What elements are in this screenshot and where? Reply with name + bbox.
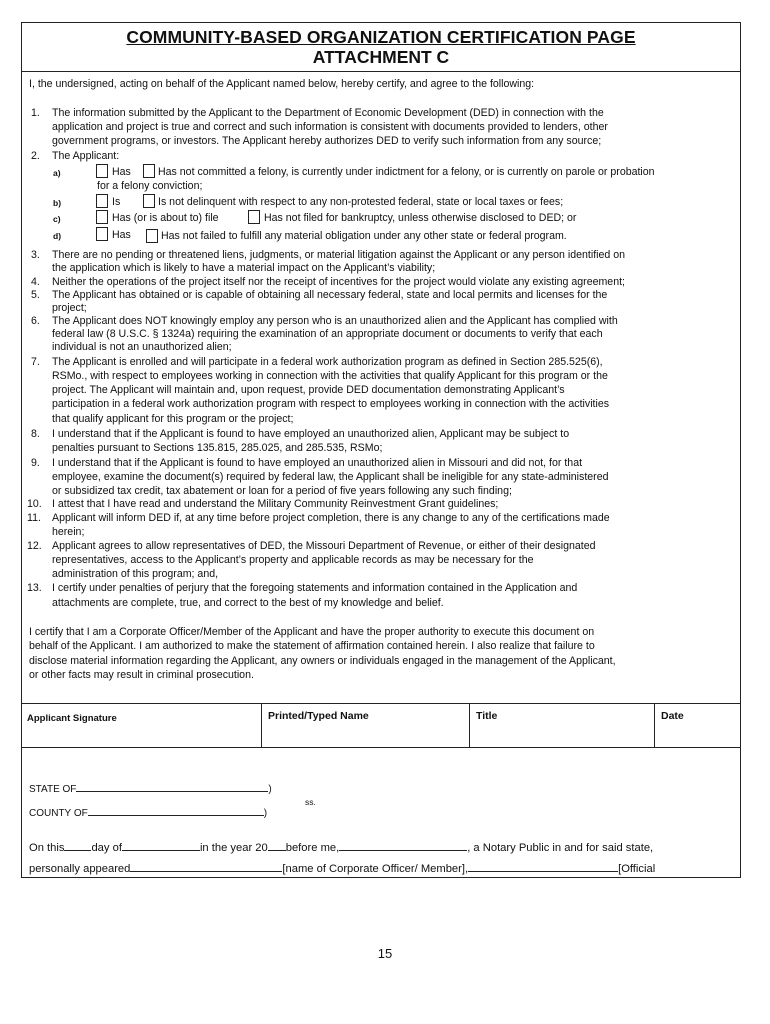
page-number: 15 [377, 946, 393, 961]
sub-item-letter: d) [53, 231, 62, 241]
option-label: Has not failed to fulfill any material obligation under any other state or federal program. [161, 230, 567, 242]
state-label: STATE OF [29, 784, 77, 795]
has-file-checkbox[interactable] [96, 210, 108, 224]
notary-text: before me, [285, 842, 340, 854]
option-label: Is [112, 196, 121, 208]
month-field[interactable] [122, 839, 200, 851]
item-text: I understand that if the Applicant is found to have employed an unauthorized alien in Missouri and did not, for that [52, 457, 583, 469]
item-text: The Applicant is enrolled and will participate in a federal work authorization program as defined in Section 285.525(6), [52, 356, 603, 368]
item-number: 7. [31, 356, 40, 368]
county-field[interactable] [88, 804, 264, 816]
item-text: application and project is true and correct and such information is consistent with documents provided to lenders, other [52, 121, 608, 133]
option-label: Has [112, 166, 131, 178]
is-checkbox[interactable] [96, 194, 108, 208]
item-text: participation in a federal work authorization program with respect to employees working in connection with the activities [52, 398, 610, 410]
item-text: attachments are complete, true, and correct to the best of my knowledge and belief. [52, 597, 444, 609]
item-number: 11. [27, 512, 41, 524]
sub-item-letter: b) [53, 198, 62, 208]
item-number: 2. [31, 150, 40, 162]
notary-name-field[interactable] [339, 839, 467, 851]
option-label: for a felony conviction; [97, 180, 203, 192]
item-text: or subsidized tax credit, tax abatement or loan for a period of five years following any such finding; [52, 485, 512, 497]
item-number: 3. [31, 249, 40, 261]
item-text: government programs, or investors. The Applicant hereby authorizes DED to verify such information from any source; [52, 135, 602, 147]
option-label: Has [112, 229, 131, 241]
day-field[interactable] [64, 839, 91, 851]
item-text: Applicant will inform DED if, at any time before project completion, there is any change to any of the certifications made [52, 512, 610, 524]
notary-text: , a Notary Public in and for said state, [467, 842, 654, 854]
item-number: 10. [27, 498, 42, 510]
item-text: The information submitted by the Applicant to the Department of Economic Development (DED) in connection with the [52, 107, 604, 119]
item-number: 8. [31, 428, 40, 440]
state-row [29, 780, 272, 796]
notary-text: personally appeared [29, 863, 131, 875]
state-field[interactable] [76, 780, 268, 792]
item-text: Neither the operations of the project itself nor the receipt of incentives for the project would violate any existing agreement; [52, 276, 625, 288]
column-header: Printed/Typed Name [268, 710, 369, 722]
has-failed-checkbox[interactable] [96, 227, 108, 241]
item-text: RSMo., with respect to employees working in connection with the activities that qualify Applicant for this program or the [52, 370, 608, 382]
certify-text: I certify that I am a Corporate Officer/Member of the Applicant and have the proper authority to execute this document on [29, 626, 595, 638]
item-text: The Applicant has obtained or is capable of obtaining all necessary federal, state and local permits and licenses for the [52, 289, 608, 301]
sub-item-letter: c) [53, 214, 61, 224]
item-text: federal law (8 U.S.C. § 1324a) requiring the examination of an appropriate document or documents to verify that each [52, 328, 603, 340]
notary-line-1 [29, 839, 653, 855]
date-cell[interactable] [655, 704, 739, 747]
item-text: I certify under penalties of perjury that the foregoing statements and information contained in the Application and [52, 582, 578, 594]
applicant-signature-cell[interactable] [21, 704, 262, 747]
title-cell[interactable] [470, 704, 655, 747]
option-label: Is not delinquent with respect to any non-protested federal, state or local taxes or fees; [158, 196, 564, 208]
paren: ) [263, 808, 268, 819]
item-text: I understand that if the Applicant is found to have employed an unauthorized alien, Applicant may be subject to [52, 428, 570, 440]
column-header: Applicant Signature [27, 713, 117, 724]
item-number: 1. [31, 107, 40, 119]
option-label: Has (or is about to) file [112, 212, 219, 224]
appeared-name-field[interactable] [130, 860, 282, 872]
item-text: employee, examine the document(s) required by federal law, the Applicant shall be ineligible for any state-administered [52, 471, 609, 483]
has-not-filed-checkbox[interactable] [248, 210, 260, 224]
item-text: the application which is likely to have a material impact on the Applicant’s viability; [52, 262, 436, 274]
item-text: The Applicant: [52, 150, 120, 162]
officer-name-field[interactable] [468, 860, 618, 872]
option-label: Has not filed for bankruptcy, unless otherwise disclosed to DED; or [264, 212, 577, 224]
item-text: I attest that I have read and understand the Military Community Reinvestment Grant guidelines; [52, 498, 499, 510]
item-number: 12. [27, 540, 42, 552]
has-not-failed-checkbox[interactable] [146, 229, 158, 243]
page-title: COMMUNITY-BASED ORGANIZATION CERTIFICATION PAGE [126, 27, 636, 47]
item-text: penalties pursuant to Sections 135.815, 285.025, and 285.535, RSMo; [52, 442, 383, 454]
item-text: There are no pending or threatened liens, judgments, or material litigation against the Applicant or any person identified on [52, 249, 626, 261]
item-number: 5. [31, 289, 40, 301]
item-text: herein; [52, 526, 85, 538]
column-header: Date [661, 710, 684, 722]
notary-text: [Official [618, 863, 656, 875]
item-text: administration of this program; and, [52, 568, 219, 580]
item-number: 6. [31, 315, 40, 327]
page-subtitle: ATTACHMENT C [312, 47, 450, 67]
item-text: The Applicant does NOT knowingly employ any person who is an unauthorized alien and the Applicant has complied with [52, 315, 618, 327]
notary-text: day of [91, 842, 122, 854]
notary-text: On this [29, 842, 65, 854]
item-text: project. The Applicant will maintain and, upon request, provide DED documentation demonstrating Applicant’s [52, 384, 565, 396]
is-not-checkbox[interactable] [143, 194, 155, 208]
item-text: project; [52, 302, 87, 314]
paren: ) [268, 784, 272, 795]
notary-text: in the year 20 [199, 842, 268, 854]
printed-name-cell[interactable] [262, 704, 470, 747]
ss-label: ss. [305, 797, 316, 807]
county-row [29, 804, 267, 820]
county-label: COUNTY OF [29, 808, 88, 819]
notary-line-2 [29, 860, 655, 876]
item-text: individual is not an unauthorized alien; [52, 341, 232, 353]
sub-item-letter: a) [53, 168, 61, 178]
certify-text: disclose material information regarding the Applicant, any owners or individuals engaged in the management of the Applicant, [29, 655, 616, 667]
item-text: Applicant agrees to allow representatives of DED, the Missouri Department of Revenue, or either of their designated [52, 540, 596, 552]
notary-text: [name of Corporate Officer/ Member], [282, 863, 469, 875]
item-number: 9. [31, 457, 40, 469]
certify-text: or other facts may result in criminal prosecution. [29, 669, 254, 681]
item-text: that qualify applicant for this program or the project; [52, 413, 294, 425]
option-label: Has not committed a felony, is currently under indictment for a felony, or is currently on parole or probation [158, 166, 655, 178]
certify-text: behalf of the Applicant. I am authorized to make the statement of affirmation contained herein. I also realize that failure to [29, 640, 595, 652]
column-header: Title [476, 710, 498, 722]
year-field[interactable] [268, 839, 286, 851]
has-checkbox[interactable] [96, 164, 108, 178]
intro-text: I, the undersigned, acting on behalf of the Applicant named below, hereby certify, and agree to the following: [29, 78, 535, 90]
has-not-checkbox[interactable] [143, 164, 155, 178]
title-box [21, 22, 741, 72]
item-number: 4. [31, 276, 40, 288]
signature-table [21, 703, 741, 748]
item-text: representatives, access to the Applicant’s property and applicable records as may be necessary for the [52, 554, 534, 566]
item-number: 13. [27, 582, 42, 594]
